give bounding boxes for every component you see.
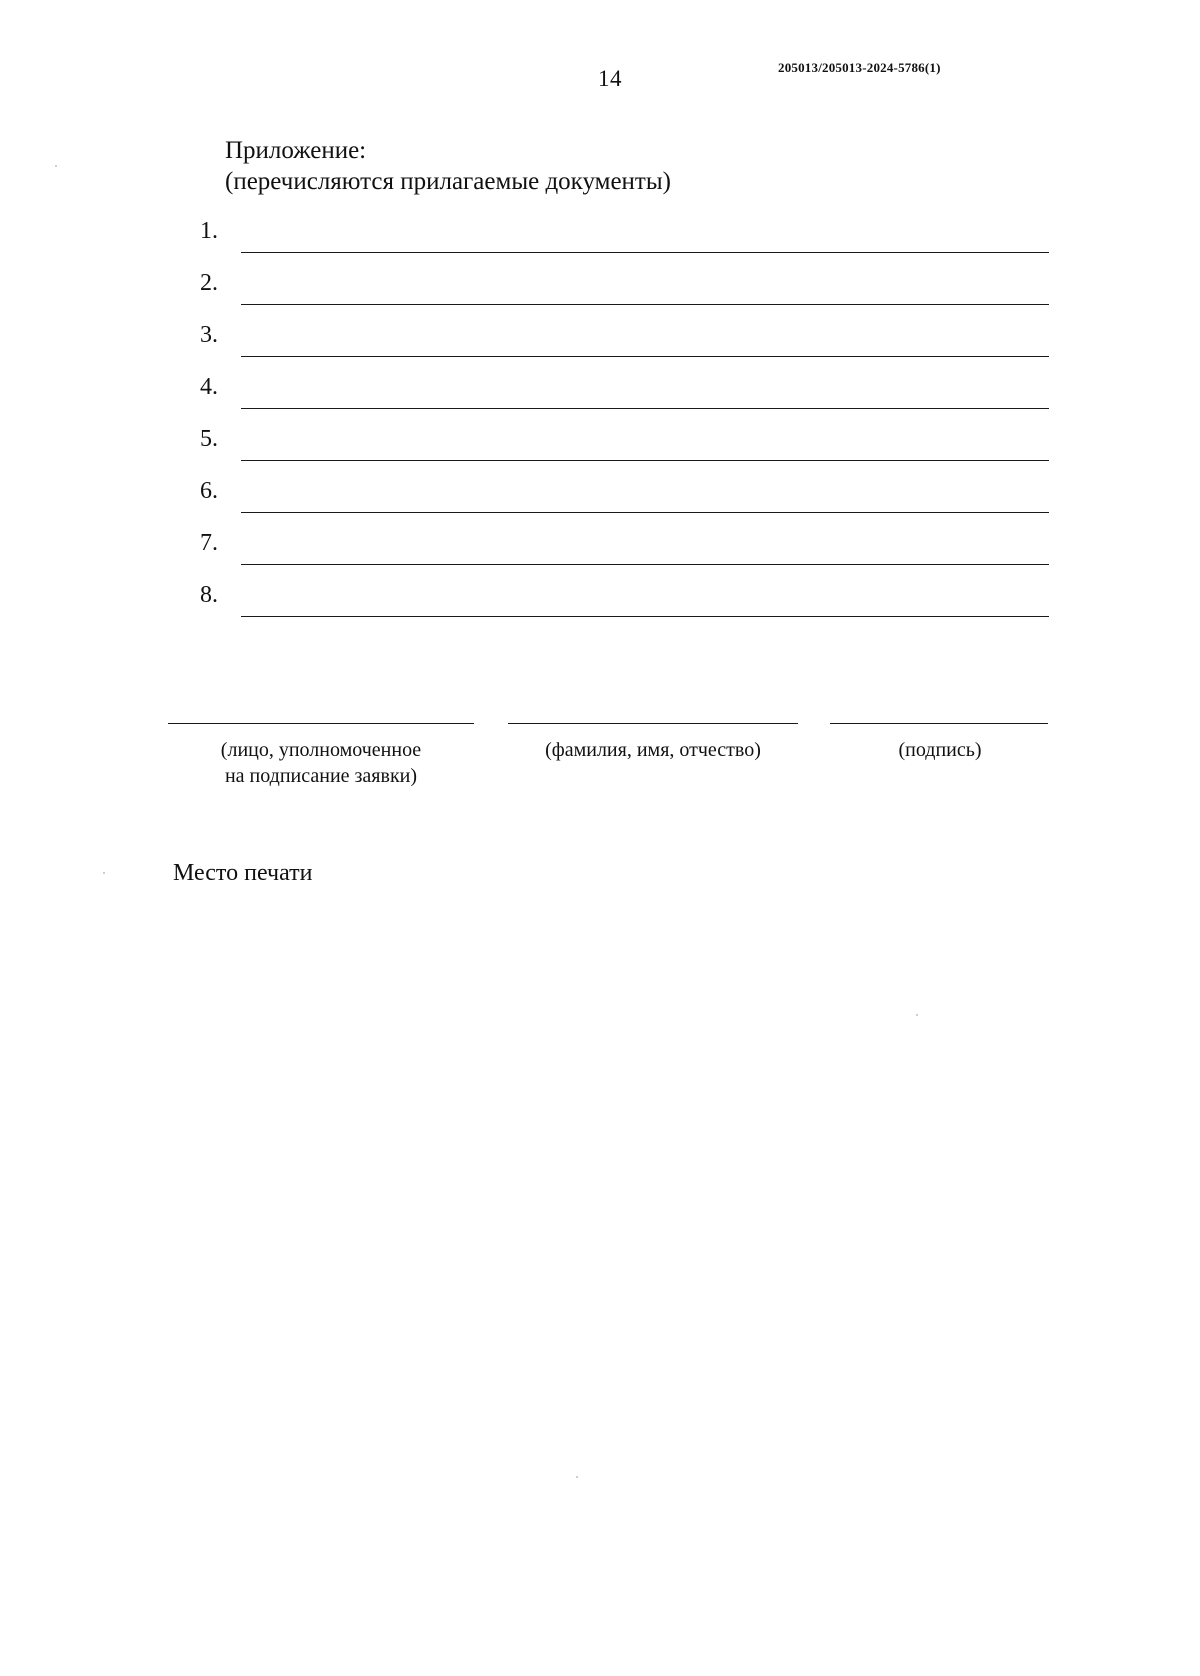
annex-title: Приложение: bbox=[225, 137, 367, 164]
authorized-person-line bbox=[168, 723, 474, 724]
attachment-item-1 bbox=[200, 218, 1050, 258]
attachment-blank-line bbox=[241, 356, 1049, 357]
stamp-place-label: Место печати bbox=[173, 860, 313, 886]
attachment-item-3 bbox=[200, 322, 1050, 362]
attachment-number: 8. bbox=[200, 582, 218, 608]
attachment-blank-line bbox=[241, 460, 1049, 461]
document-id: 205013/205013-2024-5786(1) bbox=[778, 60, 941, 75]
attachment-item-8 bbox=[200, 582, 1050, 622]
full-name-caption: (фамилия, имя, отчество) bbox=[545, 739, 761, 761]
authorized-person-caption-line1: (лицо, уполномоченное bbox=[220, 739, 422, 761]
attachment-item-4 bbox=[200, 374, 1050, 414]
page-number: 14 bbox=[598, 66, 622, 91]
attachment-number: 1. bbox=[200, 218, 218, 244]
authorized-person-caption-line2: на подписание заявки) bbox=[224, 765, 418, 787]
attachment-blank-line bbox=[241, 408, 1049, 409]
attachment-blank-line bbox=[241, 252, 1049, 253]
scan-speck bbox=[103, 872, 105, 874]
attachment-blank-line bbox=[241, 616, 1049, 617]
attachment-item-5 bbox=[200, 426, 1050, 466]
attachment-number: 2. bbox=[200, 270, 218, 296]
attachment-blank-line bbox=[241, 304, 1049, 305]
scan-speck bbox=[55, 165, 57, 167]
attachment-item-7 bbox=[200, 530, 1050, 570]
attachment-item-2 bbox=[200, 270, 1050, 310]
attachment-number: 3. bbox=[200, 322, 218, 348]
attachment-blank-line bbox=[241, 512, 1049, 513]
scan-speck bbox=[576, 1476, 578, 1478]
attachment-number: 4. bbox=[200, 374, 218, 400]
full-name-line bbox=[508, 723, 798, 724]
signature-caption: (подпись) bbox=[898, 739, 982, 761]
signature-line bbox=[830, 723, 1048, 724]
scan-speck bbox=[916, 1014, 918, 1016]
annex-subtitle: (перечисляются прилагаемые документы) bbox=[225, 168, 671, 195]
attachment-number: 5. bbox=[200, 426, 218, 452]
attachment-number: 7. bbox=[200, 530, 218, 556]
attachment-item-6 bbox=[200, 478, 1050, 518]
attachment-blank-line bbox=[241, 564, 1049, 565]
authorized-person-caption bbox=[176, 737, 466, 789]
attachment-number: 6. bbox=[200, 478, 218, 504]
